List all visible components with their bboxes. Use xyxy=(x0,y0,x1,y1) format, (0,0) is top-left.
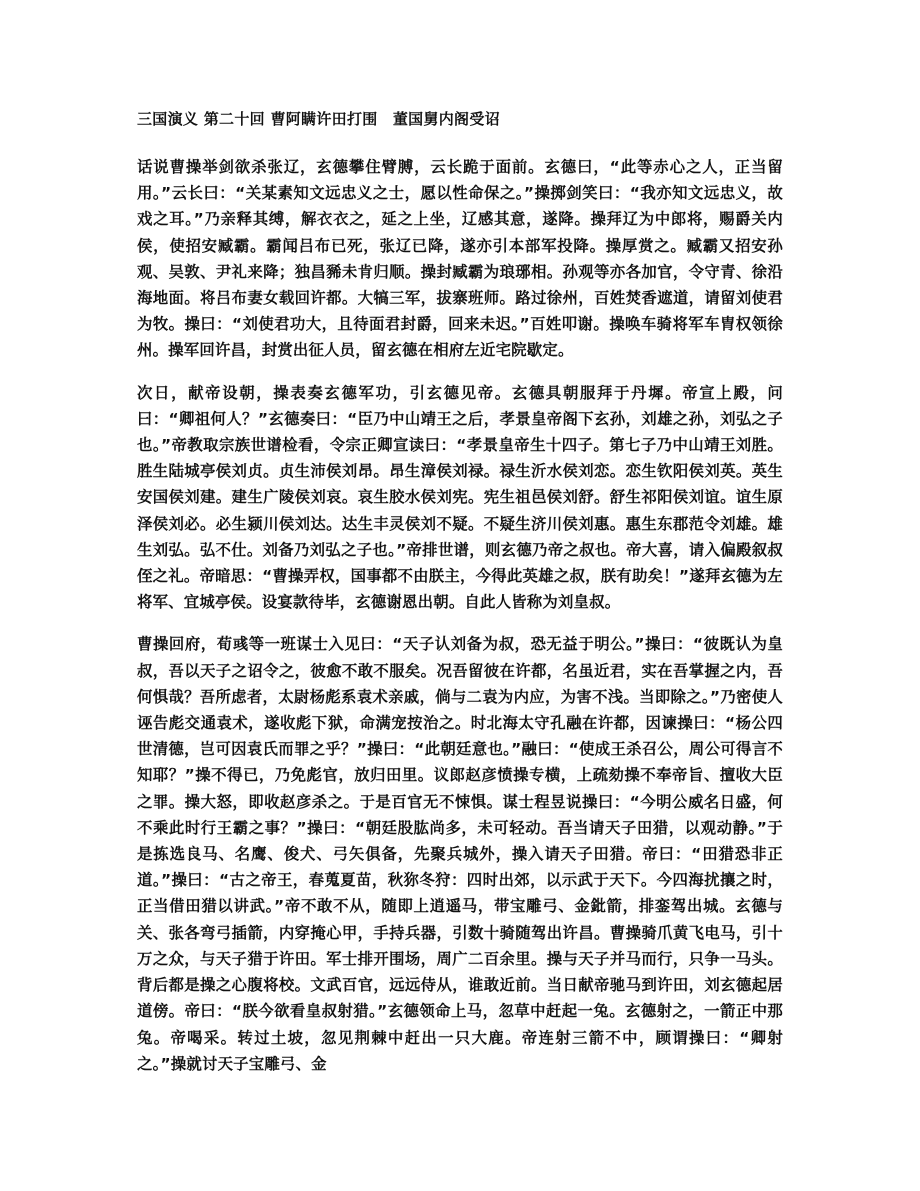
paragraph-3: 曹操回府，荀彧等一班谋士入见曰：“天子认刘备为叔，恐无益于明公。”操曰：“彼既认为皇叔，吾以天子之诏令之，彼愈不敢不服矣。况吾留彼在许都，名虽近君，实在吾掌握之内，吾何惧哉？吾所虑者，太尉杨彪系袁术亲戚，倘与二袁为内应，为害不浅。当即除之。”乃密使人诬告彪交通袁术，遂收彪下狱，命满宠按治之。时北海太守孔融在许都，因谏操曰：“杨公四世清德，岂可因袁氏而罪之乎？”操曰：“此朝廷意也。”融曰：“使成王杀召公，周公可得言不知耶？”操不得已，乃免彪官，放归田里。议郎赵彦愤操专横，上疏劾操不奉帝旨、擅收大臣之罪。操大怒，即收赵彦杀之。于是百官无不悚惧。谋士程昱说操曰：“今明公威名日盛，何不乘此时行王霸之事？”操曰：“朝廷股肱尚多，未可轻动。吾当请天子田猎，以观动静。”于是拣选良马、名鹰、俊犬、弓矢俱备，先聚兵城外，操入请天子田猎。帝曰：“田猎恐非正道。”操曰：“古之帝王，春蒐夏苗，秋狝冬狩：四时出郊，以示武于天下。今四海扰攘之时，正当借田猎以讲武。”帝不敢不从，随即上逍遥马，带宝雕弓、金鈚箭，排銮驾出城。玄德与关、张各弯弓插箭，内穿掩心甲，手持兵器，引数十骑随驾出许昌。曹操骑爪黄飞电马，引十万之众，与天子猎于许田。军士排开围场，周广二百余里。操与天子并马而行，只争一马头。背后都是操之心腹将校。文武百官，远远侍从，谁敢近前。当日献帝驰马到许田，刘玄德起居道傍。帝曰：“朕今欲看皇叔射猎。”玄德领命上马，忽草中赶起一兔。玄德射之，一箭正中那兔。帝喝采。转过土坡，忽见荆棘中赶出一只大鹿。帝连射三箭不中，顾谓操曰：“卿射之。”操就讨天子宝雕弓、金 xyxy=(137,635,783,1073)
paragraph-2: 次日，献帝设朝，操表奏玄德军功，引玄德见帝。玄德具朝服拜于丹墀。帝宣上殿，问曰：“卿祖何人？”玄德奏曰：“臣乃中山靖王之后，孝景皇帝阁下玄孙，刘雄之孙，刘弘之子也。”帝教取宗族世谱检看，令宗正卿宣读曰：“孝景皇帝生十四子。第七子乃中山靖王刘胜。胜生陆城亭侯刘贞。贞生沛侯刘昂。昂生漳侯刘禄。禄生沂水侯刘恋。恋生钦阳侯刘英。英生安国侯刘建。建生广陵侯刘哀。哀生胶水侯刘宪。宪生祖邑侯刘舒。舒生祁阳侯刘谊。谊生原泽侯刘必。必生颍川侯刘达。达生丰灵侯刘不疑。不疑生济川侯刘惠。惠生东郡范令刘雄。雄生刘弘。弘不仕。刘备乃刘弘之子也。”帝排世谱，则玄德乃帝之叔也。帝大喜，请入偏殿叙叔侄之礼。帝暗思：“曹操弄权，国事都不由朕主，今得此英雄之叔，朕有助矣！”遂拜玄德为左将军、宜城亭侯。设宴款待毕，玄德谢恩出朝。自此人皆称为刘皇叔。 xyxy=(137,383,783,612)
document-page xyxy=(137,108,783,1093)
paragraph-1: 话说曹操举剑欲杀张辽，玄德攀住臂膊，云长跪于面前。玄德曰，“此等赤心之人，正当留用。”云长曰：“关某素知文远忠义之士，愿以性命保之。”操掷剑笑曰：“我亦知文远忠义，故戏之耳。”乃亲释其缚，解衣衣之，延之上坐，辽感其意，遂降。操拜辽为中郎将，赐爵关内侯，使招安臧霸。霸闻吕布已死，张辽已降，遂亦引本部军投降。操厚赏之。臧霸又招安孙观、吴敦、尹礼来降；独昌豨未肯归顺。操封臧霸为琅琊相。孙观等亦各加官，令守青、徐沿海地面。将吕布妻女载回许都。大犒三军，拔寨班师。路过徐州，百姓焚香遮道，请留刘使君为牧。操曰：“刘使君功大，且待面君封爵，回来未迟。”百姓叩谢。操唤车骑将军车胄权领徐州。操军回许昌，封赏出征人员，留玄德在相府左近宅院歇定。 xyxy=(137,158,783,360)
document-title: 三国演义 第二十回 曹阿瞒许田打围 董国舅内阁受诏 xyxy=(137,110,500,128)
